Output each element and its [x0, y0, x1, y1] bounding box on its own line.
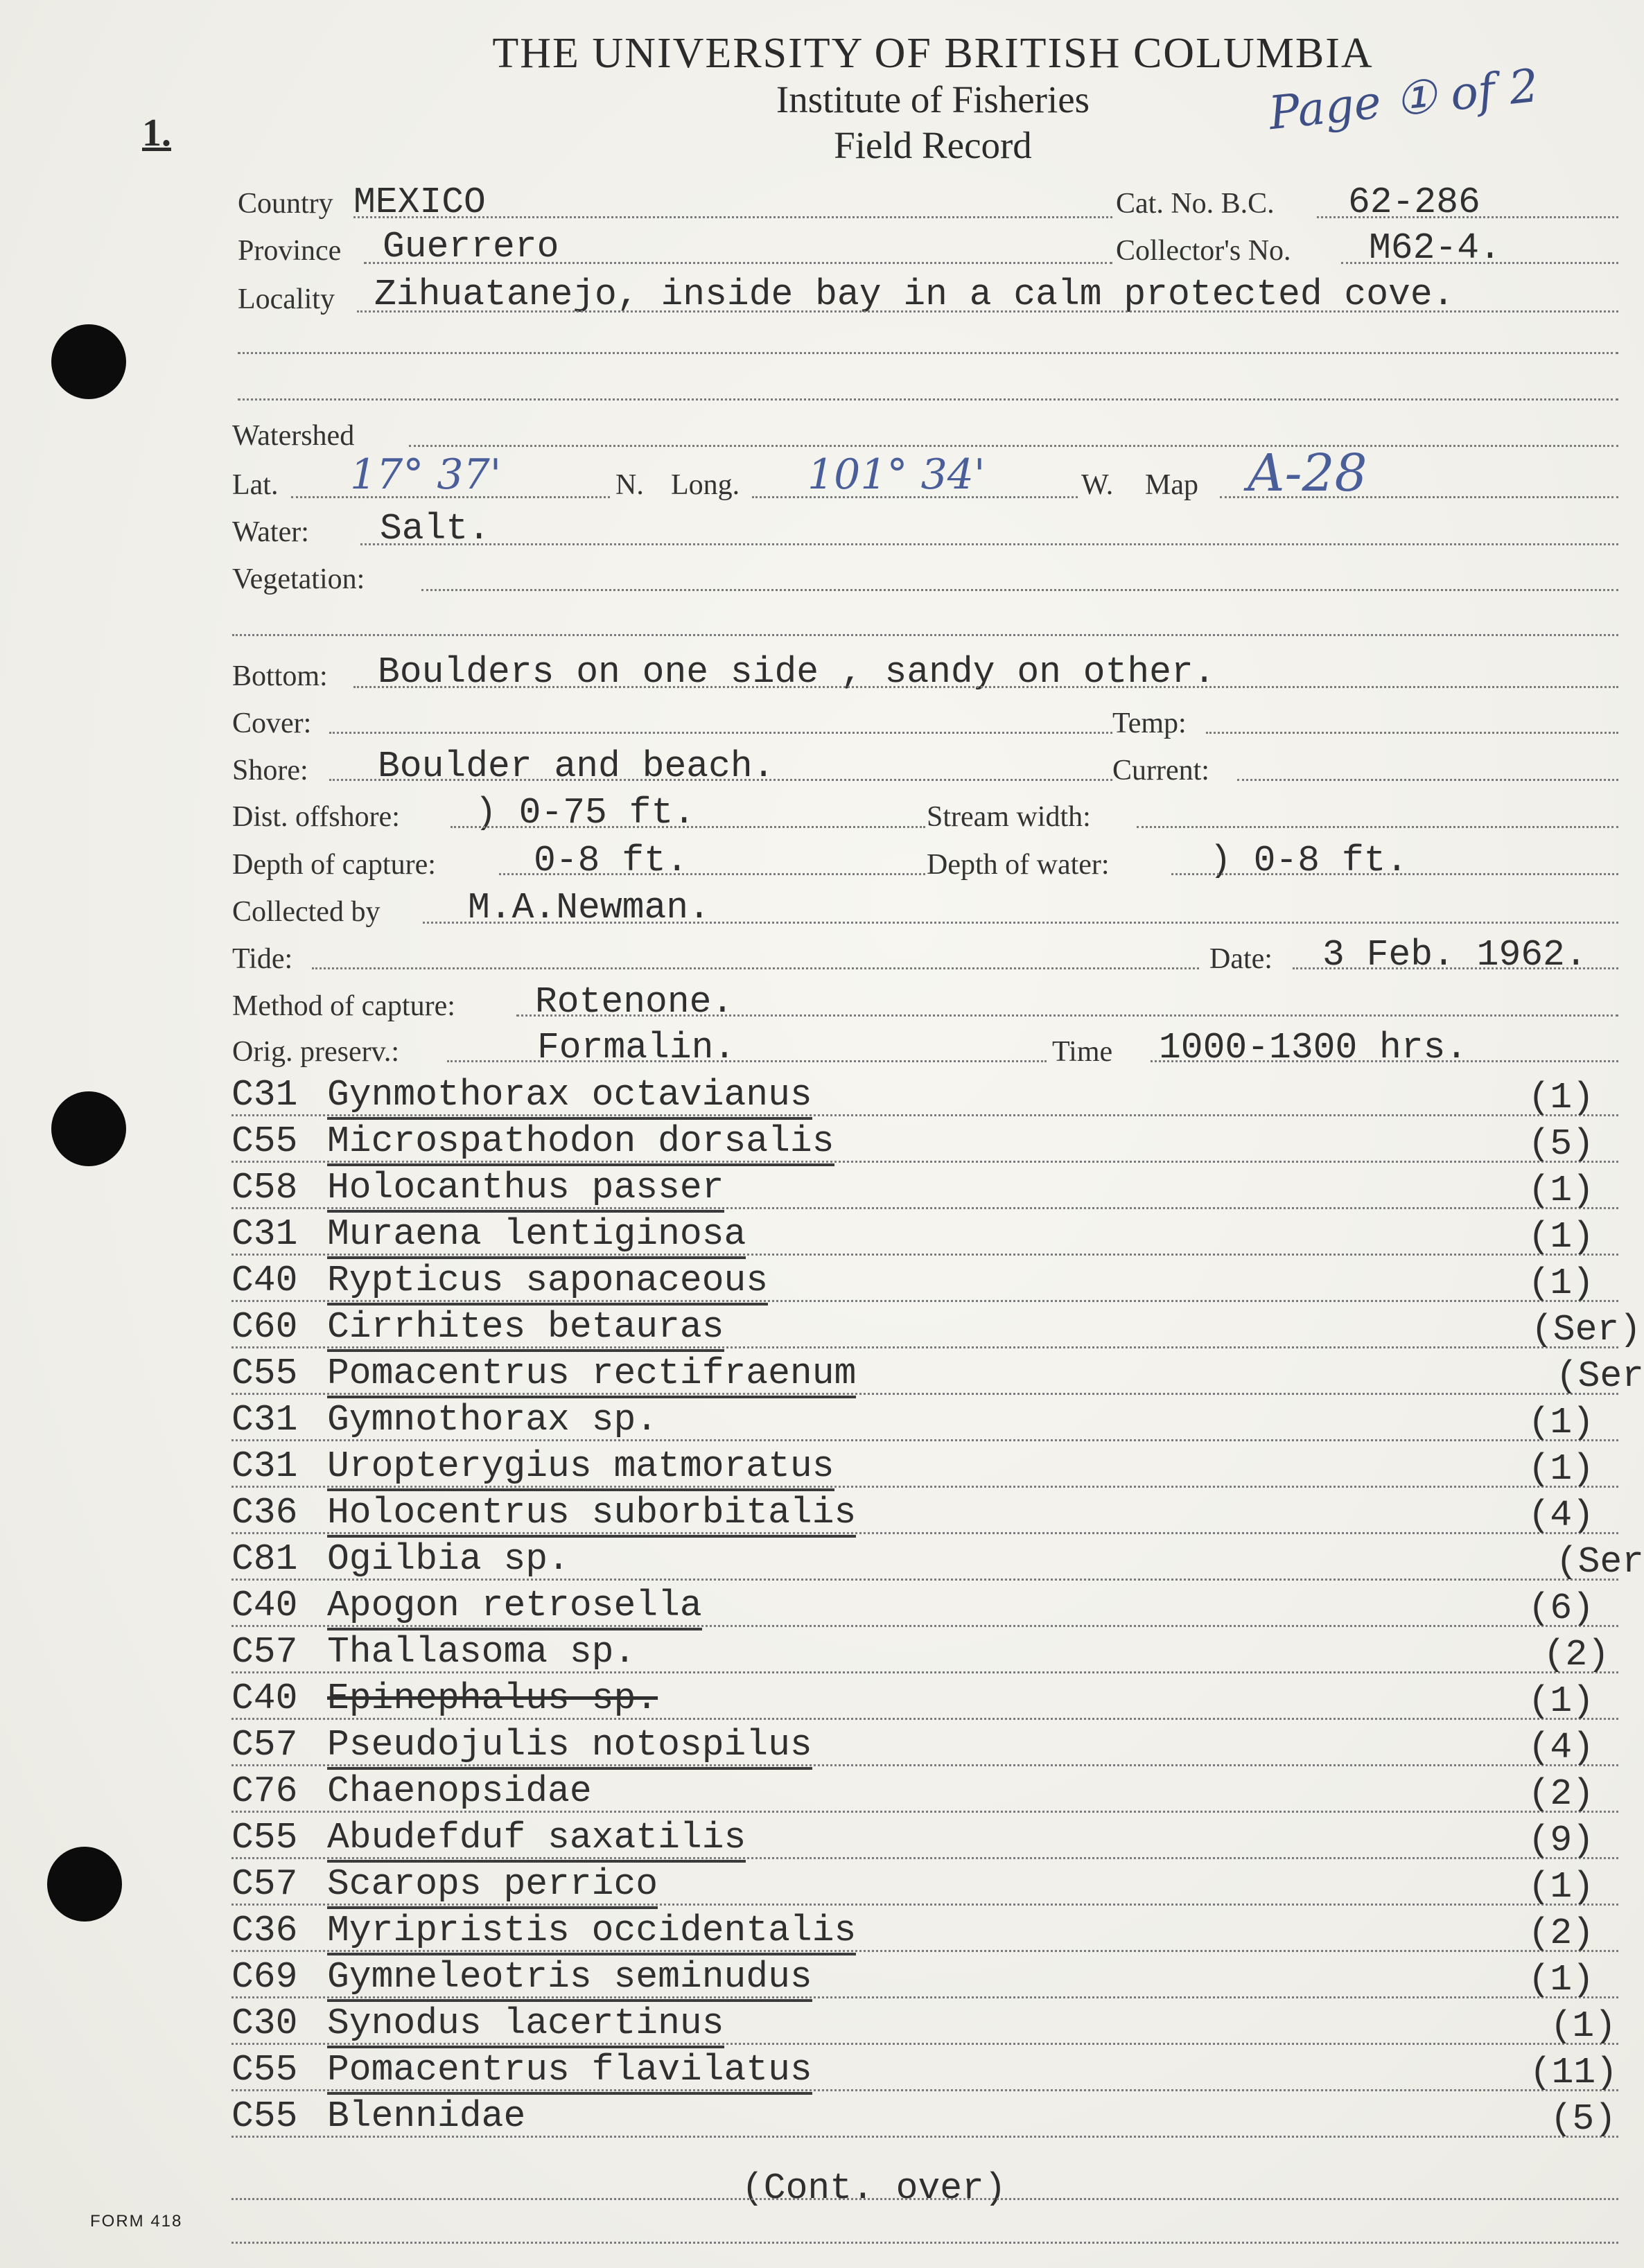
species-count: (1): [1528, 1959, 1594, 2001]
dotted-line: [231, 1857, 1618, 1859]
dotted-line: [1206, 732, 1618, 734]
dotted-line: [238, 398, 1618, 401]
species-name: Muraena lentiginosa: [327, 1213, 746, 1259]
time-value: 1000-1300 hrs.: [1159, 1027, 1468, 1069]
dotted-line: [231, 1579, 1618, 1581]
dotted-line: [1317, 216, 1618, 218]
dotted-line: [1220, 496, 1618, 498]
dotted-line: [231, 2242, 1618, 2244]
continued-note: (Cont. over): [742, 2168, 1006, 2209]
dotted-line: [752, 496, 1078, 498]
species-count: (6): [1528, 1588, 1594, 1629]
species-row: [0, 1724, 1644, 1770]
dotted-line: [231, 1625, 1618, 1627]
species-count: (1): [1528, 1448, 1594, 1490]
depth-capture-value: 0-8 ft.: [534, 840, 688, 881]
shore-value: Boulder and beach.: [378, 746, 775, 787]
species-name: Gynmothorax octavianus: [327, 1074, 812, 1120]
species-name: Cirrhites betauras: [327, 1306, 724, 1352]
species-name: Pomacentrus flavilatus: [327, 2049, 812, 2095]
dotted-line: [1293, 967, 1618, 969]
species-code: C60: [231, 1306, 298, 1348]
dotted-line: [231, 1254, 1618, 1256]
species-count: (Ser: [1555, 1541, 1644, 1583]
method-value: Rotenone.: [535, 981, 734, 1023]
current-label: Current:: [1112, 755, 1209, 786]
species-name: Holocanthus passer: [327, 1167, 724, 1213]
species-code: C58: [231, 1167, 298, 1208]
species-name: Epinephalus sp.: [327, 1678, 658, 1719]
species-row: [0, 1585, 1644, 1631]
dotted-line: [516, 1014, 1618, 1017]
species-count: (4): [1528, 1727, 1594, 1768]
dotted-line: [231, 1300, 1618, 1302]
species-row: [0, 1956, 1644, 2003]
dotted-line: [231, 2089, 1618, 2091]
country-label: Country: [238, 188, 333, 220]
dotted-line: [360, 543, 1618, 545]
species-code: C81: [231, 1538, 298, 1580]
cat-no-label: Cat. No. B.C.: [1116, 188, 1275, 220]
species-count: (1): [1528, 1077, 1594, 1118]
species-row: [0, 1353, 1644, 1399]
dotted-line: [1237, 779, 1618, 781]
dist-offshore-value: ) 0-75 ft.: [475, 792, 696, 834]
species-count: (4): [1528, 1495, 1594, 1536]
dotted-line: [1171, 873, 1618, 875]
species-count: (1): [1550, 2005, 1616, 2047]
species-name: Pseudojulis notospilus: [327, 1724, 812, 1770]
species-code: C40: [231, 1585, 298, 1626]
species-name: Synodus lacertinus: [327, 2003, 724, 2048]
dotted-line: [231, 1207, 1618, 1209]
time-label: Time: [1052, 1036, 1113, 1068]
orig-preserv-label: Orig. preserv.:: [232, 1036, 400, 1068]
dotted-line: [231, 2043, 1618, 2045]
method-label: Method of capture:: [232, 990, 455, 1022]
long-suffix: W.: [1081, 469, 1114, 501]
dotted-line: [1151, 1060, 1618, 1062]
species-name: Thallasoma sp.: [327, 1631, 636, 1673]
depth-water-value: ) 0-8 ft.: [1209, 840, 1408, 881]
species-code: C36: [231, 1492, 298, 1533]
dotted-line: [364, 262, 1112, 264]
species-code: C55: [231, 1817, 298, 1858]
species-count: (9): [1528, 1820, 1594, 1861]
province-label: Province: [238, 235, 342, 267]
vegetation-label: Vegetation:: [232, 563, 365, 595]
date-value: 3 Feb. 1962.: [1322, 934, 1587, 976]
map-value: A-28: [1248, 443, 1367, 503]
dotted-line: [231, 1904, 1618, 1906]
dotted-line: [353, 686, 1618, 688]
collected-by-label: Collected by: [232, 896, 381, 928]
dotted-line: [329, 732, 1112, 734]
species-code: C31: [231, 1445, 298, 1487]
dotted-line: [231, 1764, 1618, 1766]
dotted-line: [499, 873, 925, 875]
species-row: [0, 1910, 1644, 1956]
species-name: Blennidae: [327, 2095, 526, 2137]
dotted-line: [231, 1439, 1618, 1441]
dotted-line: [231, 1114, 1618, 1116]
lat-suffix: N.: [615, 469, 644, 501]
record-title: Field Record: [834, 124, 1032, 166]
species-row: [0, 1260, 1644, 1306]
species-code: C30: [231, 2003, 298, 2044]
cat-no-value: 62-286: [1348, 182, 1480, 223]
orig-preserv-value: Formalin.: [537, 1027, 736, 1069]
dotted-line: [231, 1161, 1618, 1163]
species-name: Myripristis occidentalis: [327, 1910, 856, 1955]
species-name: Chaenopsidae: [327, 1770, 592, 1812]
dotted-line: [447, 1060, 1047, 1062]
dotted-line: [1341, 262, 1618, 264]
dotted-line: [312, 967, 1199, 969]
species-name: Gymnothorax sp.: [327, 1399, 658, 1441]
dotted-line: [231, 1996, 1618, 1998]
species-row: [0, 2003, 1644, 2049]
species-name: Pomacentrus rectifraenum: [327, 1353, 856, 1398]
depth-water-label: Depth of water:: [927, 849, 1110, 881]
species-row: [0, 1074, 1644, 1120]
water-label: Water:: [232, 516, 309, 548]
map-label: Map: [1145, 469, 1198, 501]
species-name: Rypticus saponaceous: [327, 1260, 768, 1306]
species-count: (1): [1528, 1402, 1594, 1443]
species-code: C55: [231, 1120, 298, 1162]
species-row: [0, 1167, 1644, 1213]
species-count: (Ser: [1555, 1355, 1644, 1397]
species-name: Uropterygius matmoratus: [327, 1445, 834, 1491]
species-row: [0, 1863, 1644, 1910]
species-count: (5): [1550, 2098, 1616, 2140]
dotted-line: [231, 1393, 1618, 1395]
dotted-line: [423, 922, 1618, 924]
species-count: (2): [1543, 1634, 1609, 1676]
tide-label: Tide:: [232, 943, 293, 975]
species-name: Scarops perrico: [327, 1863, 658, 1909]
species-code: C36: [231, 1910, 298, 1951]
dotted-line: [231, 1671, 1618, 1673]
species-row: [0, 1770, 1644, 1817]
species-code: C69: [231, 1956, 298, 1998]
dotted-line: [231, 1718, 1618, 1720]
dotted-line: [231, 1532, 1618, 1534]
species-count: (1): [1528, 1866, 1594, 1908]
dist-offshore-label: Dist. offshore:: [232, 801, 400, 833]
species-code: C55: [231, 1353, 298, 1394]
species-name: Apogon retrosella: [327, 1585, 702, 1630]
dotted-line: [353, 216, 1112, 218]
depth-capture-label: Depth of capture:: [232, 849, 436, 881]
punch-hole: [51, 324, 126, 399]
watershed-label: Watershed: [232, 420, 355, 452]
species-code: C55: [231, 2095, 298, 2137]
collector-no-value: M62-4.: [1369, 227, 1501, 269]
species-row: [0, 1399, 1644, 1445]
species-count: (2): [1528, 1773, 1594, 1815]
dotted-line: [238, 352, 1618, 354]
species-code: C40: [231, 1260, 298, 1301]
institute-title: Institute of Fisheries: [776, 78, 1090, 121]
species-row: [0, 1213, 1644, 1260]
species-code: C40: [231, 1678, 298, 1719]
species-name: Ogilbia sp.: [327, 1538, 570, 1580]
collected-by-value: M.A.Newman.: [468, 887, 710, 929]
dotted-line: [357, 310, 1618, 313]
locality-value: Zihuatanejo, inside bay in a calm protected cove.: [374, 274, 1455, 315]
species-row: [0, 1538, 1644, 1585]
long-value: 101° 34': [807, 450, 986, 499]
dotted-line: [232, 634, 1618, 636]
sequence-number: 1.: [142, 112, 171, 155]
bottom-value: Boulders on one side , sandy on other.: [378, 651, 1216, 693]
species-row: [0, 2049, 1644, 2095]
province-value: Guerrero: [383, 226, 559, 267]
species-row: [0, 2095, 1644, 2142]
species-row: [0, 1817, 1644, 1863]
lat-label: Lat.: [232, 469, 279, 501]
species-code: C57: [231, 1631, 298, 1673]
species-row: [0, 1492, 1644, 1538]
date-label: Date:: [1209, 943, 1273, 975]
species-code: C31: [231, 1399, 298, 1441]
species-count: (Ser): [1530, 1309, 1641, 1351]
species-row: [0, 1120, 1644, 1167]
dotted-line: [231, 1346, 1618, 1348]
dotted-line: [231, 1486, 1618, 1488]
species-count: (1): [1528, 1170, 1594, 1211]
species-row: [0, 1631, 1644, 1678]
cover-label: Cover:: [232, 707, 312, 739]
dotted-line: [291, 496, 610, 498]
species-code: C31: [231, 1074, 298, 1116]
lat-value: 17° 37': [350, 450, 502, 499]
locality-label: Locality: [238, 283, 335, 315]
species-code: C31: [231, 1213, 298, 1255]
species-count: (1): [1528, 1263, 1594, 1304]
dotted-line: [1137, 826, 1618, 828]
dotted-line: [421, 589, 1618, 591]
university-title: THE UNIVERSITY OF BRITISH COLUMBIA: [492, 30, 1374, 77]
species-row: [0, 1306, 1644, 1353]
species-count: (1): [1528, 1680, 1594, 1722]
species-count: (11): [1529, 2052, 1618, 2093]
water-value: Salt.: [380, 508, 491, 550]
country-value: MEXICO: [353, 182, 486, 223]
species-code: C57: [231, 1863, 298, 1905]
species-name: Abudefduf saxatilis: [327, 1817, 746, 1863]
bottom-label: Bottom:: [232, 660, 328, 692]
species-code: C76: [231, 1770, 298, 1812]
collector-no-label: Collector's No.: [1116, 235, 1291, 267]
species-name: Holocentrus suborbitalis: [327, 1492, 856, 1538]
species-count: (5): [1528, 1123, 1594, 1165]
page-note: Page ① of 2: [1266, 58, 1541, 141]
species-name: Gymneleotris seminudus: [327, 1956, 812, 2002]
temp-label: Temp:: [1112, 707, 1187, 739]
dotted-line: [231, 1811, 1618, 1813]
dotted-line: [451, 826, 925, 828]
dotted-line: [329, 779, 1112, 781]
dotted-line: [231, 1950, 1618, 1952]
long-label: Long.: [671, 469, 740, 501]
form-number: FORM 418: [90, 2212, 183, 2231]
dotted-line: [409, 445, 1618, 447]
stream-width-label: Stream width:: [927, 801, 1091, 833]
dotted-line: [231, 2198, 1618, 2200]
species-count: (1): [1528, 1216, 1594, 1258]
dotted-line: [231, 2136, 1618, 2138]
species-row: [0, 1445, 1644, 1492]
species-name: Microspathodon dorsalis: [327, 1120, 834, 1166]
shore-label: Shore:: [232, 755, 308, 786]
species-count: (2): [1528, 1913, 1594, 1954]
species-code: C57: [231, 1724, 298, 1766]
species-row: [0, 1678, 1644, 1724]
species-code: C55: [231, 2049, 298, 2091]
